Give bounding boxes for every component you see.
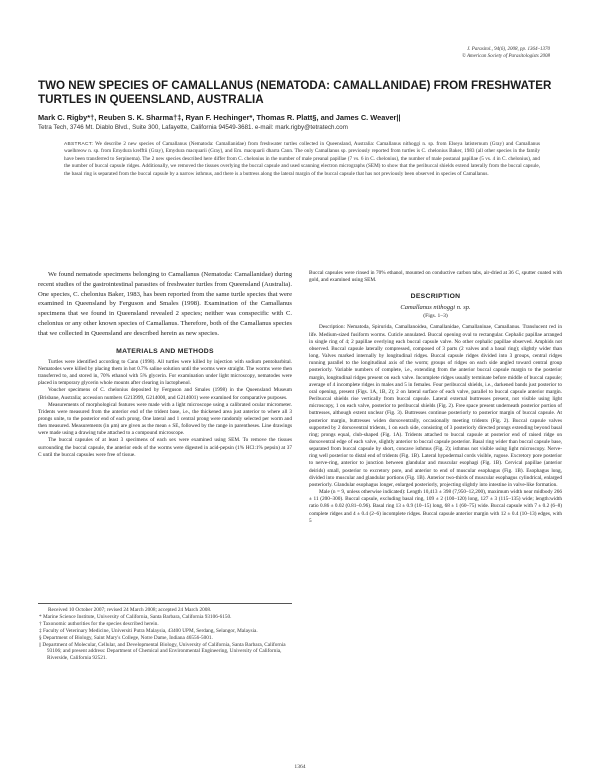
methods-paragraph: Voucher specimens of C. chelonius deposited by Ferguson and Smales (1998) in the Queensland Museum (Brisbane, Australia; accession numbers G213999, G214000, and G214001) were examined for comparative purposes. — [38, 387, 292, 401]
footnote-divider — [38, 603, 292, 604]
journal-copyright: © American Society of Parasitologists 2008 — [461, 54, 550, 59]
author-affiliation: Tetra Tech, 3746 Mt. Diablo Blvd., Suite 300, Lafayette, California 94549-3681. e-mail: mark.rigby@tetratech.com — [38, 124, 348, 131]
footnote-item: § Department of Biology, Saint Mary's College, Notre Dame, Indiana 46556-5001. — [39, 634, 213, 641]
footnote-item: || Department of Molecular, Cellular, and Developmental Biology, University of California, Santa Barbara, California 93106; and present address: Department of Chemical and Environmental Engineering, University of California, Riverside, California 92521. — [39, 641, 286, 662]
species-name — [309, 303, 562, 312]
author-list: Mark C. Rigby*†, Reuben S. K. Sharma†‡, Ryan F. Hechinger*, Thomas R. Platt§, and James C. Weaver|| — [38, 113, 401, 122]
journal-citation: J. Parasitol., 94(6), 2008, pp. 1364–1370 — [467, 47, 550, 52]
footnote-item: † Taxonomic authorities for the species described herein. — [39, 620, 159, 627]
species-name-text: Camallanus nithoggi n. sp. — [400, 304, 471, 312]
introduction-paragraph: We found nematode specimens belonging to Camallanus (Nematoda: Camallanidae) during recent studies of the gastrointestinal parasites of freshwater turtles from Queensland (Australia). One species, C. chelonius Baker, 1983, has been reported from the same turtle species that were examined in Queensland by Ferguson and Smales (1998). Examination of the Camallanus specimens that we found in Queensland revealed 2 species; neither was conspecific with C. chelonius or any other known species of Camallanus. Therefore, both of the Camallanus species that we collected in Queensland are described herein as new species. — [38, 271, 292, 337]
abstract — [64, 141, 540, 178]
methods-continuation: Buccal capsules were rinsed in 70% ethanol, mounted on conductive carbon tabs, air-dried at 36 C, sputter coated with gold, and examined using SEM. — [309, 270, 562, 284]
methods-paragraph: Turtles were identified according to Cann (1998). All turtles were killed by injection with sodium pentobarbital. Nematodes were killed by placing them in hot 0.7% saline solution until the worms were straight. The worms were then transferred to, and stored in, 70% ethanol with 5% glycerin. For examination under light microscopy, nematodes were placed in temporary glycerin whole mounts after clearing in lactophenol. — [38, 358, 292, 387]
methods-paragraph: The buccal capsules of at least 3 specimens of each sex were examined using SEM. To remove the tissues surrounding the buccal capsule, the anterior ends of the worms were digested in acid-pepsin (1% HCl:1% pepsin) at 37 C until the buccal capsules were free of tissue. — [38, 437, 292, 458]
footnote-item: ‡ Faculty of Veterinary Medicine, Universiti Putra Malaysia, 43400 UPM, Serdang, Selangor, Malaysia. — [39, 627, 258, 634]
article-title: TWO NEW SPECIES OF CAMALLANUS (NEMATODA: CAMALLANIDAE) FROM FRESHWATER TURTLES IN QUEENSLAND, AUSTRALIA — [38, 79, 552, 106]
description-heading: DESCRIPTION — [410, 293, 461, 301]
description-paragraph: Description: Nematoda, Spirurida, Camallanoidea, Camallanidae, Camallaninae, Camallanus. Translucent red in life. Medium-sized fusiform worms. Cuticle annulated. Buccal opening oval to rectangular. Cephalic papillae arranged in single ring of 4; 2 papillae overlying each buccal capsule valve. No other cephalic papillae observed. Amphids not observed. Buccal capsule laterally compressed, composed of 3 parts (2 valves and a basal ring); slightly wider than long. Valves marked internally by longitudinal ridges. Buccal capsule ridges divided into 3 groups, central ridges running parallel to the longitudinal axis of the worm; groups of ridges on each side angled toward central group posteriorly. Variable numbers of complete, i.e., extending from the anterior buccal capsule margin to the posterior margin, longitudinal ridges present on each valve. Incomplete ridges usually terminate before middle of buccal capsule; average of 4 incomplete ridges in males and 5 in females. Four peribuccal shields, i.e., darkened bands just posterior to oral opening, present (Figs. 1A, 1B, 2); 2 on lateral surface of each valve, parallel to buccal capsule anterior margin. Peribuccal shields rise vertically from buccal capsule. Lateral external buttresses present, not visible using light microscopy, 1 on each valve, posterior to peribuccal shields (Fig. 2). Free space present underneath posterior portion of buttresses, although extent unclear (Fig. 3). Buttresses continue posteriorly to posterior margin of buccal capsule. At posterior margin, buttresses widen dorsoventrally, occasionally meeting tridents (Fig. 2). Buccal capsule valves supported by 2 dorsoventral tridents, 1 on each side, consisting of 3 posteriorly directed prongs extending beyond basal ring; prongs equal, club-shaped (Fig. 1A). Tridents attached to buccal capsule at posterior end of raised ridge on dorsoventral edge of each valve, slightly anterior to buccal capsule posterior. Basal ring wider than buccal capsule base, separated from buccal capsule by short, concave isthmus (Fig. 2); isthmus not visible using light microscopy. Nerve-ring well posterior to distal end of tridents (Fig. 1B). Lateral hypodermal cords visible, rugose. Excretory pore posterior to nerve-ring, anterior to junction between glandular and muscular esophagi (Fig. 1B). Cervical papillae (anterior deirids) small, posterior to excretory pore, and anterior to end of muscular esophagus (Fig. 1B). Esophagus long, divided into muscular and glandular portions (Fig. 1B). Anterior two-thirds of muscular esophagus cylindrical, enlarged posteriorly. Glandular esophagus longer, enlarged posteriorly, projecting slightly into intestine in valve-like formation. — [309, 324, 562, 488]
male-measurements: Male (n = 9, unless otherwise indicated): Length 10,413 ± 398 (7,950–12,200), maximum width near midbody 266 ± 11 (200–300). Buccal capsule, excluding basal ring, 109 ± 2 (100–120) long, 127 ± 3 (115–135) wide; length:width ratio 0.86 ± 0.02 (0.81–0.96). Basal ring 13 ± 0.9 (10–15) long, 68 ± 1 (60–75) wide. Buccal capsule with 7 ± 0.2 (6–8) complete ridges and 4 ± 0.4 (2–6) incomplete ridges. Buccal capsule anterior margin with 12 ± 0.4 (10–13) edges, with 5 — [309, 489, 562, 524]
journal-header — [462, 46, 550, 60]
abstract-label: ABSTRACT: — [64, 142, 94, 147]
footnote-item: * Marine Science Institute, University of California, Santa Barbara, California 93106-6150. — [39, 613, 232, 620]
left-column — [38, 270, 292, 459]
methods-heading: MATERIALS AND METHODS — [116, 347, 214, 355]
abstract-text: We describe 2 new species of Camallanus (Nematoda: Camallanidae) from freshwater turtles collected in Queensland, Australia: Camallanus nithoggi n. sp. from Elseya latisternum (Gray) and Camallanus waelhreow n. sp. from Emydura krefftii (Gray), Emydura macquarii (Gray), and Em. macquarii dharra Cann. The only Camallanus sp. previously reported from turtles is C. chelonius Baker, 1983 (all other species in the family have been transferred to Serpinema). The 2 new species described here differ from C. chelonius in the number of male preanal papillae (7 vs. 6 in C. chelonius), the number of male postanal papillae (5 vs. 4 in C. chelonius), and the number of buccal capsule ridges. Additionally, we removed the tissues overlying the buccal capsule and used scanning electron micrographs (SEM) to show that the peribuccal shields extend laterally from the buccal capsule, the basal ring is separated from the buccal capsule by a narrow isthmus, and there is a buttress along the lateral margin of the buccal capsule that has not previously been observed in species of Camallanus. — [64, 141, 541, 177]
right-column — [309, 270, 562, 525]
figure-reference: (Figs. 1–3) — [423, 313, 448, 320]
received-dates: Received 10 October 2007; revised 24 March 2008; accepted 24 March 2008. — [48, 607, 212, 613]
page-number: 1364 — [294, 764, 306, 770]
footnotes — [38, 607, 292, 662]
methods-paragraph: Measurements of morphological features were made with a light microscope using a calibrated ocular micrometer. Tridents were measured from the anterior end of the trident base, i.e., the thickened area just anterior to where all 3 prongs unite, to the posterior end of each prong. One lateral and 1 central prong were randomly selected per worm and then measured. Measurements (in μm) are given as the mean ± SE, followed by the range in parentheses. Line drawings were made using a drawing tube attached to a compound microscope. — [38, 401, 292, 437]
